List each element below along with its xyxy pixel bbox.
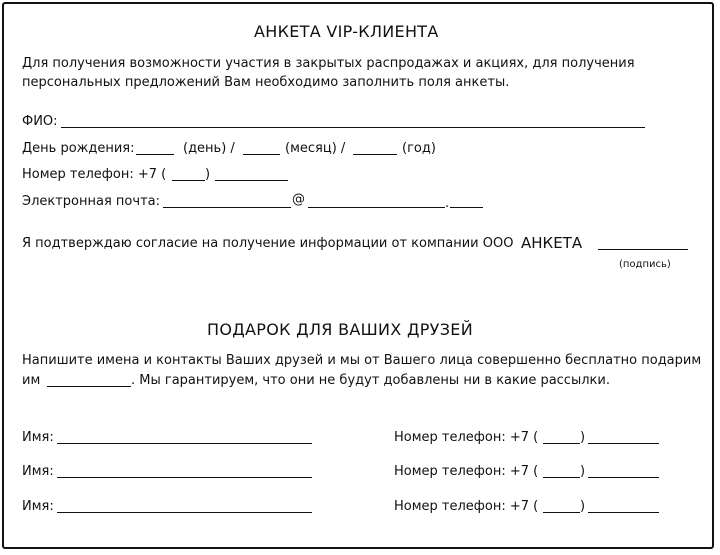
friend-name-label: Имя:: [22, 499, 54, 514]
intro-line-1: Для получения возможности участия в закрытых распродажах и акциях, для получения: [22, 56, 635, 71]
email-at-sign: @: [292, 192, 305, 207]
friends-text-line-2-prefix: им: [22, 373, 41, 388]
gift-field[interactable]: [47, 386, 131, 387]
friend-phone-number-field[interactable]: [588, 512, 659, 513]
birthday-label: День рождения:: [22, 141, 135, 156]
email-dot: .: [445, 196, 450, 211]
birthday-month-field[interactable]: [243, 154, 280, 155]
friend-name-field[interactable]: [57, 477, 312, 478]
friend-phone-number-field[interactable]: [588, 477, 659, 478]
birthday-month-label: (месяц) /: [285, 141, 346, 156]
intro-line-2: персональных предложений Вам необходимо заполнить поля анкеты.: [22, 75, 510, 90]
friends-text-line-1: Напишите имена и контакты Ваших друзей и мы от Вашего лица совершенно бесплатно подарим: [22, 353, 702, 368]
form-title: АНКЕТА VIP-КЛИЕНТА: [254, 22, 439, 41]
friend-phone-close-paren: ): [580, 464, 586, 479]
friend-phone-code-field[interactable]: [543, 477, 580, 478]
signature-field[interactable]: [598, 249, 688, 250]
friend-phone-label: Номер телефон: +7 (: [394, 430, 539, 445]
friend-phone-number-field[interactable]: [588, 443, 659, 444]
friend-name-label: Имя:: [22, 430, 54, 445]
birthday-year-label: (год): [402, 141, 436, 156]
consent-text: Я подтверждаю согласие на получение информации от компании ООО: [22, 236, 514, 251]
friend-phone-label: Номер телефон: +7 (: [394, 499, 539, 514]
birthday-day-field[interactable]: [136, 154, 174, 155]
fio-label: ФИО:: [22, 114, 58, 129]
fio-field[interactable]: [61, 127, 645, 128]
phone-label: Номер телефон: +7 (: [22, 167, 167, 182]
email-zone-field[interactable]: [450, 207, 483, 208]
email-label: Электронная почта:: [22, 194, 160, 209]
friends-title: ПОДАРОК ДЛЯ ВАШИХ ДРУЗЕЙ: [207, 320, 473, 339]
friend-phone-code-field[interactable]: [543, 443, 580, 444]
friend-phone-close-paren: ): [580, 499, 586, 514]
friend-phone-close-paren: ): [580, 430, 586, 445]
friend-name-field[interactable]: [57, 512, 312, 513]
phone-close-paren: ): [205, 167, 211, 182]
friend-name-field[interactable]: [57, 443, 312, 444]
friend-phone-label: Номер телефон: +7 (: [394, 464, 539, 479]
friend-phone-code-field[interactable]: [543, 512, 580, 513]
friends-text-line-2-suffix: . Мы гарантируем, что они не будут добавлены ни в какие рассылки.: [131, 373, 610, 388]
phone-number-field[interactable]: [215, 180, 288, 181]
company-name: АНКЕТА: [521, 234, 583, 252]
email-user-field[interactable]: [163, 207, 291, 208]
email-domain-field[interactable]: [308, 207, 445, 208]
phone-code-field[interactable]: [172, 180, 205, 181]
friend-name-label: Имя:: [22, 464, 54, 479]
signature-caption: (подпись): [619, 259, 671, 270]
birthday-year-field[interactable]: [353, 154, 397, 155]
birthday-day-label: (день) /: [183, 141, 235, 156]
